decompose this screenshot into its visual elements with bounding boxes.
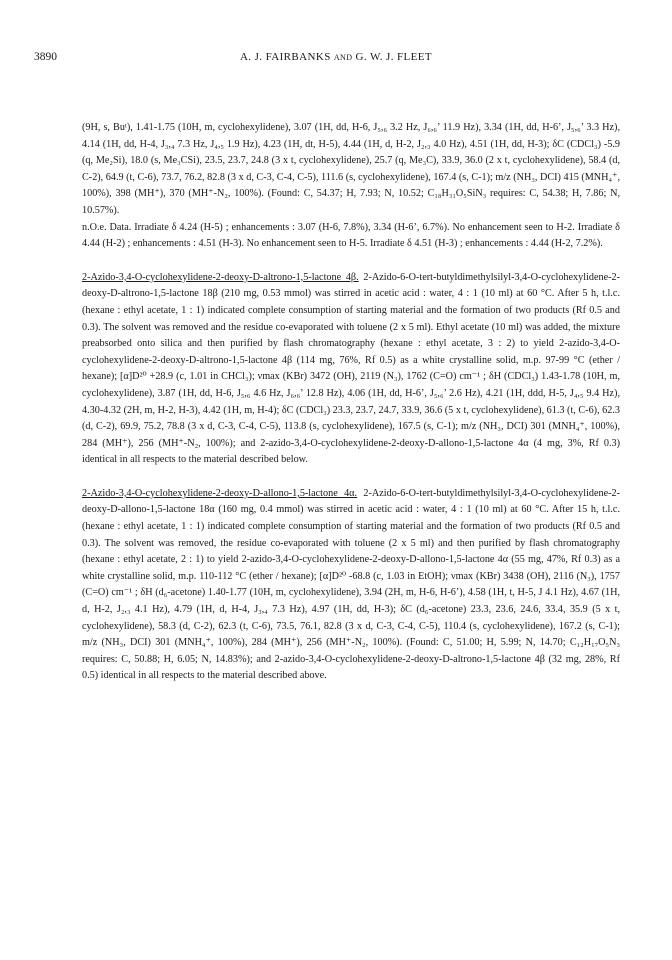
paragraph-text: 2-Azido-6-O-tert-butyldimethylsilyl-3,4-O-cyclohexylidene-2-deoxy-D-altrono-1,5-lactone 18β (210 mg, 0.53 mmol) was stirred in acetic acid : water, 4 : 1 (10 ml) at 60 °C. After 5 h, t.l.c. (hexane : ethyl acetate, 1 : 1) indicated complete consumption of starting material and the formation of two products (Rf 0.5 and 0.3). The solvent was removed and the residue co-evaporated with toluene (2 x 5 ml). Ethyl acetate (10 ml) was added, the mixture preabsorbed onto silica and then purified by flash chromatography (hexane : ethyl acetate, 3 : 2) to yield 2-azido-3,4-O-cyclohexylidene-2-deoxy-D-altrono-1,5-lactone 4β (114 mg, 76%, Rf 0.5) as a white crystalline solid, m.p. 97-99 °C (ether / hexane); [α]D²⁰ +28.9 (c, 1.01 in CHCl₃); νmax (KBr) 3472 (OH), 2119 (N₃), 1762 (C=O) cm⁻¹ ; δH (CDCl₃) 1.43-1.78 (10H, m, cyclohexylidene), 3.87 (1H, dd, H-6, J₅,₆ 4.6 Hz, J₆,₆’ 12.8 Hz), 4.06 (1H, dd, H-6’, J₅,₆’ 2.6 Hz), 4.21 (1H, ddd, H-5, J₄,₅ 9.4 Hz), 4.30-4.32 (2H, m, H-2, H-3), 4.42 (1H, m, H-4); δC (CDCl₃) 23.3, 23.7, 24.7, 33.9, 36.6 (5 x t, cyclohexylidene), 61.3 (t, C-6), 62.3 (d, C-2), 69.9, 75.2, 78.8 (3 x d, C-3, C-4, C-5), 113.8 (s, cyclohexylidene), 167.5 (s, C-1); m/z (NH₃, DCI) 301 (MNH₄⁺, 100%), 284 (MH⁺), 256 (MH⁺-N₂, 100%); and 2-azido-3,4-O-cyclohexylidene-2-deoxy-D-allono-1,5-lactone 4α (4 mg, 3%, Rf 0.3) identical in all respects to the material described below.	[82, 271, 620, 466]
paragraph-text: n.O.e. Data. Irradiate δ 4.24 (H-5) ; enhancements : 3.07 (H-6, 7.8%), 3.34 (H-6’, 6.7%). No enhancement seen to H-2. Irradiate δ 4.44 (H-2) ; enhancements : 4.51 (H-3). No enhancement seen to H-5. Irradiate δ 4.51 (H-3) ; enhancements : 4.44 (H-2, 7.2%).	[82, 221, 620, 250]
running-head: A. J. FAIRBANKS and G. W. J. FLEET	[239, 51, 433, 63]
compound-heading: 2-Azido-3,4-O-cyclohexylidene-2-deoxy-D-allono-1,5-lactone 4α.	[82, 487, 358, 499]
article-body	[82, 120, 620, 685]
paragraph-text: 2-Azido-6-O-tert-butyldimethylsilyl-3,4-O-cyclohexylidene-2-deoxy-D-allono-1,5-lactone 18α (160 mg, 0.4 mmol) was stirred in acetic acid : water, 4 : 1 (10 ml) at 60 °C. After 15 h, t.l.c. (hexane : ethyl acetate, 1 : 1) indicated complete consumption of starting material and the formation of two products (Rf 0.5 and 0.3). The solvent was removed, the residue co-evaporated with toluene (2 x 5 ml) and then purified by flash chromatography (hexane : ethyl acetate, 2 : 1) to yield 2-azido-3,4-O-cyclohexylidene-2-deoxy-D-allono-1,5-lactone 4α (55 mg, 47%, Rf 0.3) as a white crystalline solid, m.p. 110-112 °C (ether / hexane); [α]D²⁰ -68.8 (c, 1.03 in EtOH); νmax (KBr) 3438 (OH), 2116 (N₃), 1757 (C=O) cm⁻¹ ; δH (d₆-acetone) 1.40-1.77 (10H, m, cyclohexylidene), 3.94 (2H, m, H-6, H-6’), 4.58 (1H, t, H-5, J 4.1 Hz), 4.67 (1H, d, H-2, J₂,₃ 4.1 Hz), 4.79 (1H, d, H-4, J₃,₄ 7.3 Hz), 4.97 (1H, dd, H-3); δC (d₆-acetone) 23.3, 23.6, 24.6, 33.4, 35.9 (5 x t, cyclohexylidene), 58.3 (d, C-2), 62.3 (t, C-6), 73.5, 76.1, 82.8 (3 x d, C-3, C-4, C-5), 110.4 (s, cyclohexylidene), 167.2 (s, C-1); m/z (NH₃, DCI) 301 (MNH₄⁺, 100%), 284 (MH⁺), 256 (MH⁺-N₂, 100%). (Found: C, 51.00; H, 5.99; N, 14.70; C₁₂H₁₇O₅N₃ requires: C, 50.88; H, 6.05; N, 14.83%); and 2-azido-3,4-O-cyclohexylidene-2-deoxy-D-altrono-1,5-lactone 4β (32 mg, 28%, Rf 0.5) identical in all respects to the material described above.	[82, 487, 621, 682]
page-number: 3890	[34, 51, 57, 63]
characterization-paragraph	[82, 120, 620, 220]
noe-data-paragraph	[82, 220, 620, 253]
altrono-lactone-paragraph	[82, 270, 620, 469]
paragraph-text: (9H, s, Buᵗ), 1.41-1.75 (10H, m, cyclohexylidene), 3.07 (1H, dd, H-6, J₅,₆ 3.2 Hz, J₆,₆’ 11.9 Hz), 3.34 (1H, dd, H-6’, J₅,₆’ 3.3 Hz), 4.14 (1H, dd, H-4, J₃,₄ 7.3 Hz, J₄,₅ 1.9 Hz), 4.23 (1H, dt, H-5), 4.44 (1H, d, H-2, J₂,₃ 4.0 Hz), 4.51 (1H, dd, H-3); δC (CDCl₃) -5.9 (q, Me₂Si), 18.0 (s, Me₃CSi), 23.5, 23.7, 24.8 (3 x t, cyclohexylidene), 25.7 (q, Me₃C), 33.9, 36.0 (2 x t, cyclohexylidene), 58.4 (d, C-2), 64.9 (t, C-6), 73.7, 76.2, 82.8 (3 x d, C-3, C-4, C-5), 111.6 (s, cyclohexylidene), 167.4 (s, C-1); m/z (NH₃, DCI) 415 (MNH₄⁺, 100%), 398 (MH⁺), 370 (MH⁺-N₂, 100%). (Found: C, 54.37; H, 7.93; N, 10.52; C₁₈H₃₁O₅SiN₃ requires: C, 54.38; H, 7.86; N, 10.57%).	[82, 122, 620, 216]
compound-heading: 2-Azido-3,4-O-cyclohexylidene-2-deoxy-D-altrono-1,5-lactone 4β.	[82, 271, 359, 283]
allono-lactone-paragraph	[82, 486, 620, 685]
